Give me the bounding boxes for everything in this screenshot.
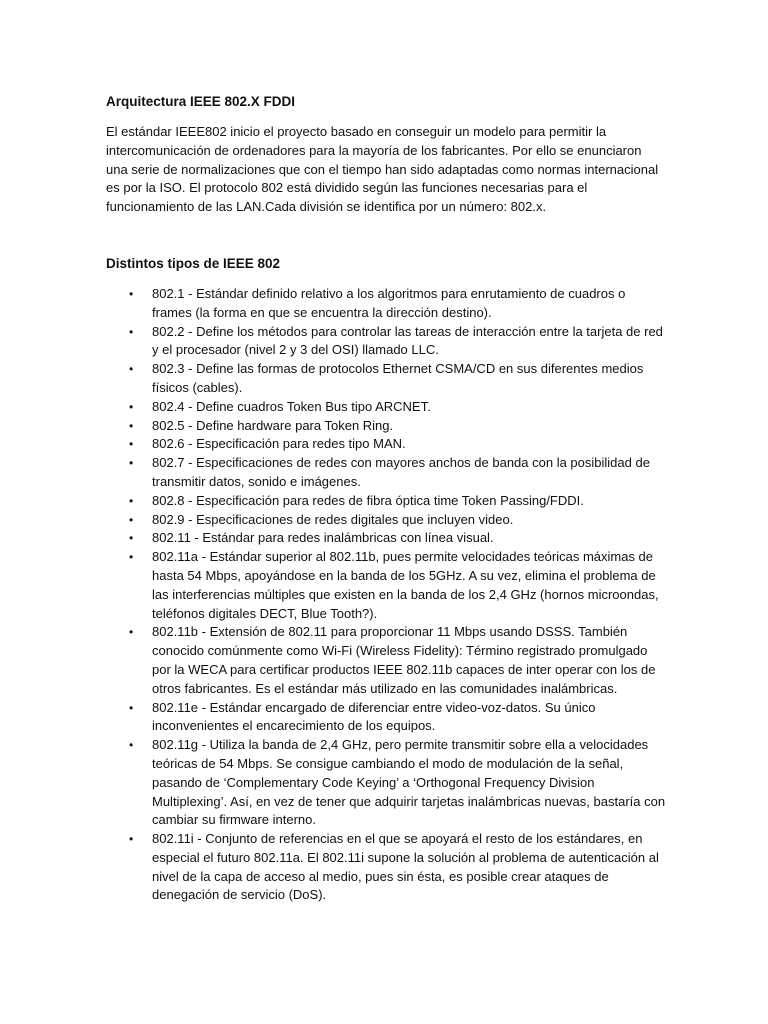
list-item — [106, 511, 666, 530]
bullet-icon: • — [129, 324, 134, 339]
list-item — [106, 435, 666, 454]
list-item-text: 802.11b - Extensión de 802.11 para proporcionar 11 Mbps usando DSSS. También conocido comúnmente como Wi-Fi (Wireless Fidelity): Término registrado promulgado por la WECA para certificar productos IEEE 802.11b capaces de inter operar con los de otros fabricantes. Es el estándar más utilizado en las comunidades inalámbricas. — [152, 624, 656, 696]
bullet-icon: • — [129, 418, 134, 433]
list-item-text: 802.3 - Define las formas de protocolos Ethernet CSMA/CD en sus diferentes medios físicos (cables). — [152, 361, 644, 395]
bullet-icon: • — [129, 832, 134, 847]
list-item — [106, 699, 666, 737]
list-item — [106, 623, 666, 698]
document-content — [106, 93, 666, 905]
list-item-text: 802.11a - Estándar superior al 802.11b, pues permite velocidades teóricas máximas de hasta 54 Mbps, apoyándose en la banda de los 5GHz. A su vez, elimina el problema de las interferencias múltiples que existen en la banda de los 2,4 GHz (hornos microondas, teléfonos digitales DECT, Blue Tooth?). — [152, 549, 659, 621]
bullet-icon: • — [129, 625, 134, 640]
list-item — [106, 830, 666, 905]
list-item — [106, 398, 666, 417]
list-item-text: 802.11i - Conjunto de referencias en el que se apoyará el resto de los estándares, en especial el futuro 802.11a. El 802.11i supone la solución al problema de autenticación al nivel de la capa de acceso al medio, pues sin ésta, es posible crear ataques de denegación de servicio (DoS). — [152, 831, 659, 903]
bullet-icon: • — [129, 550, 134, 565]
list-item — [106, 323, 666, 361]
list-item-text: 802.9 - Especificaciones de redes digitales que incluyen video. — [152, 511, 514, 527]
list-item — [106, 548, 666, 623]
bullet-icon: • — [129, 512, 134, 527]
bullet-icon: • — [129, 286, 134, 301]
list-item-text: 802.8 - Especificación para redes de fibra óptica time Token Passing/FDDI. — [152, 492, 584, 508]
list-item — [106, 736, 666, 830]
bullet-icon: • — [129, 456, 134, 471]
intro-paragraph: El estándar IEEE802 inicio el proyecto basado en conseguir un modelo para permitir la intercomunicación de ordenadores para la mayoría de los fabricantes. Por ello se enunciaron una serie de normalizaciones que con el tiempo han sido adaptadas como normas internacional es por la ISO. El protocolo 802 está dividido según las funciones necesarias para el funcionamiento de las LAN.Cada división se identifica por un número: 802.x. — [106, 124, 659, 215]
list-item — [106, 360, 666, 398]
bullet-icon: • — [129, 738, 134, 753]
list-item-text: 802.11e - Estándar encargado de diferenciar entre video-voz-datos. Su único inconvenientes el encarecimiento de los equipos. — [152, 699, 596, 734]
list-item-text: 802.7 - Especificaciones de redes con mayores anchos de banda con la posibilidad de transmitir datos, sonido e imágenes. — [152, 455, 650, 489]
bullet-icon: • — [129, 700, 134, 715]
section-heading: Distintos tipos de IEEE 802 — [106, 255, 281, 271]
bullet-icon: • — [129, 531, 134, 546]
list-item-text: 802.4 - Define cuadros Token Bus tipo ARCNET. — [152, 398, 431, 414]
bullet-icon: • — [129, 437, 134, 452]
list-item-text: 802.11 - Estándar para redes inalámbricas con línea visual. — [152, 530, 494, 546]
standards-list — [106, 285, 666, 905]
bullet-icon: • — [129, 493, 134, 508]
list-item — [106, 529, 666, 548]
bullet-icon: • — [129, 399, 134, 414]
list-item — [106, 285, 666, 323]
list-item-text: 802.1 - Estándar definido relativo a los algoritmos para enrutamiento de cuadros o frames (la forma en que se encuentra la dirección destino). — [152, 285, 626, 320]
list-item-text: 802.5 - Define hardware para Token Ring. — [152, 417, 394, 433]
list-item-text: 802.2 - Define los métodos para controlar las tareas de interacción entre la tarjeta de red y el procesador (nivel 2 y 3 del OSI) llamado LLC. — [152, 323, 663, 358]
list-item-text: 802.11g - Utiliza la banda de 2,4 GHz, pero permite transmitir sobre ella a velocidades teóricas de 54 Mbps. Se consigue cambiando el modo de modulación de la señal, pasando de ‘Complementary Code Keying’ a ‘Orthogonal Frequency Division Multiplexing’. Así, en vez de tener que adquirir tarjetas inalámbricas nuevas, bastaría con cambiar su firmware interno. — [152, 737, 666, 828]
document-title: Arquitectura IEEE 802.X FDDI — [106, 94, 296, 109]
bullet-icon: • — [129, 362, 134, 377]
list-item — [106, 417, 666, 436]
list-item — [106, 492, 666, 511]
list-item — [106, 454, 666, 492]
list-item-text: 802.6 - Especificación para redes tipo MAN. — [152, 436, 406, 452]
